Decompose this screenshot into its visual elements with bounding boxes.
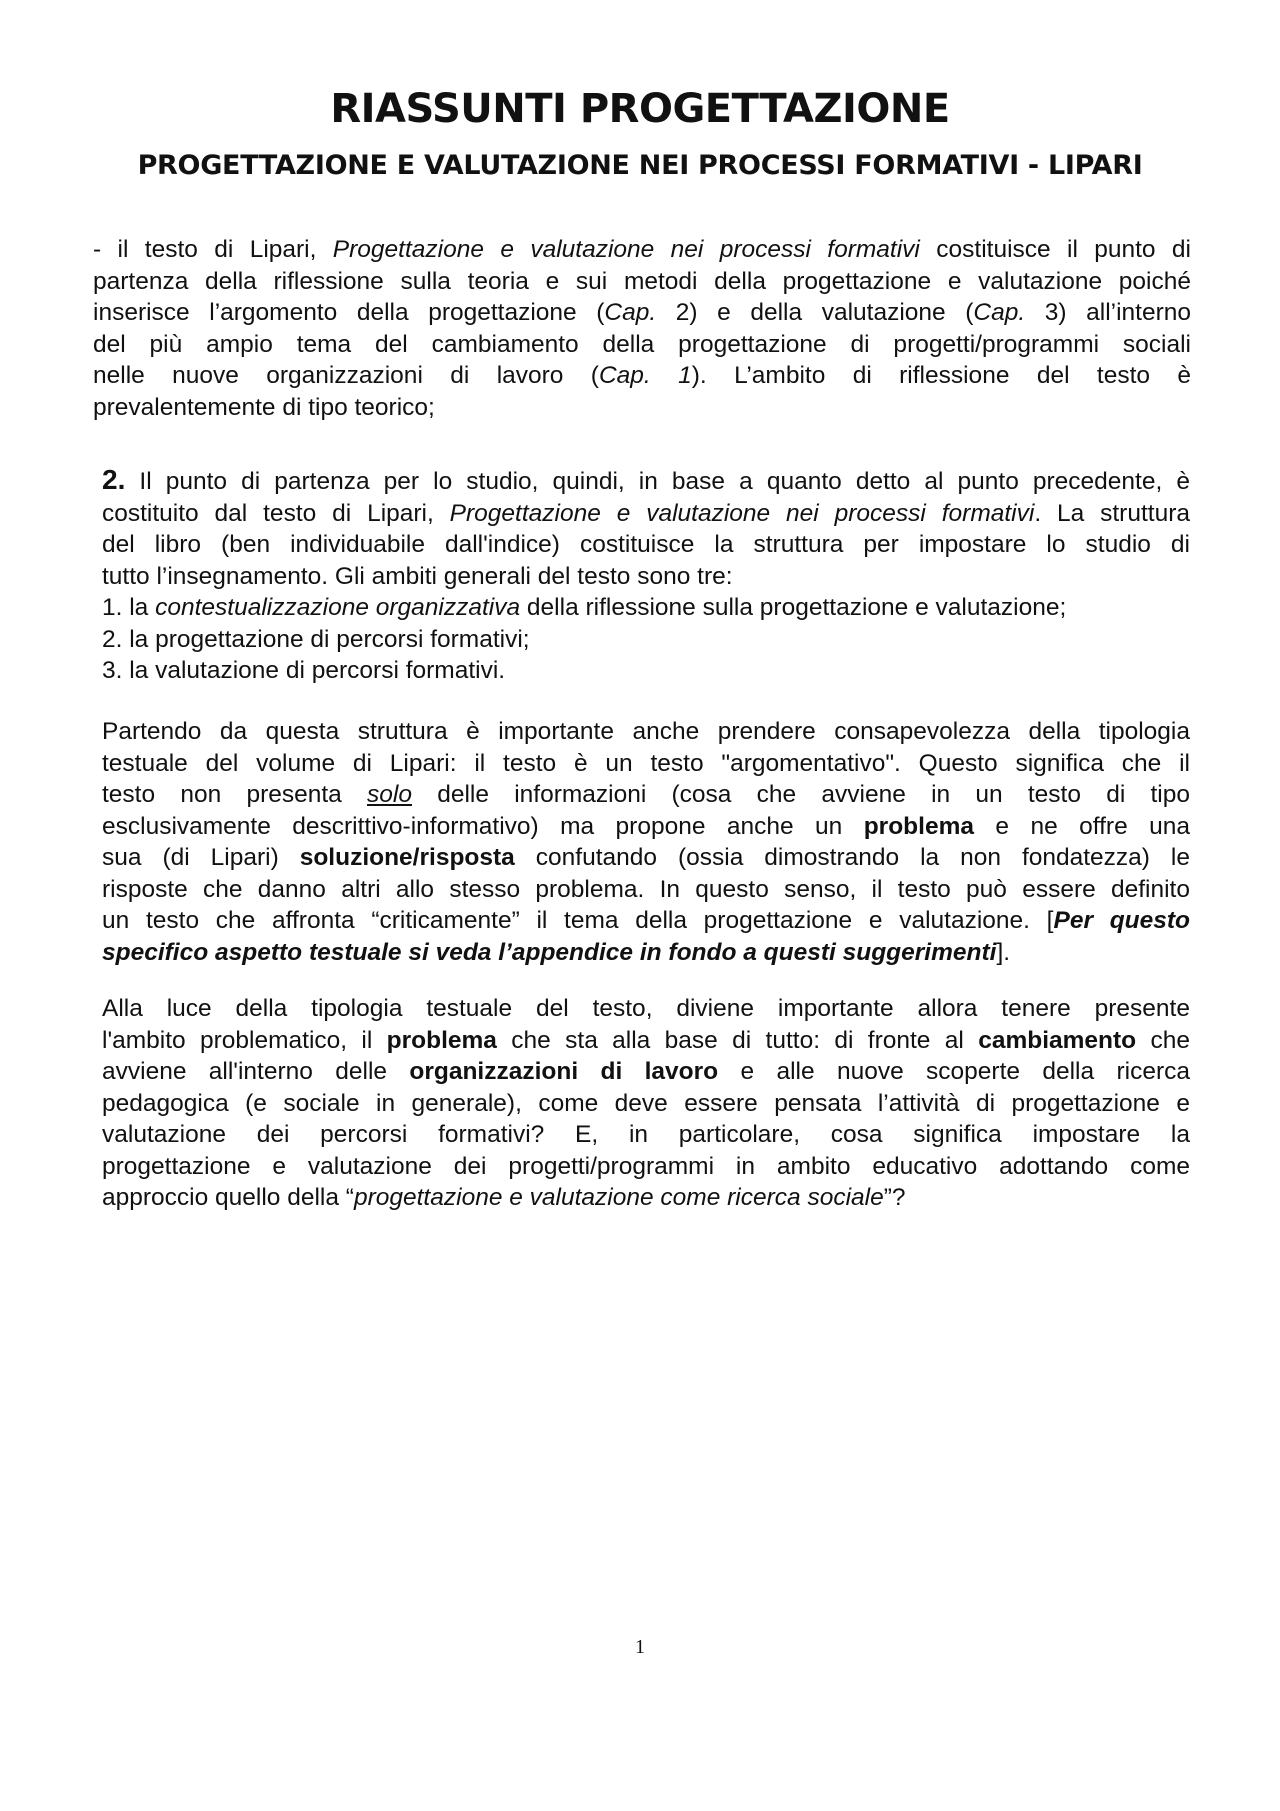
emphasis-text: contestualizzazione organizzativa bbox=[155, 594, 521, 621]
text-line: tutto l’insegnamento. Gli ambiti generali del testo sono tre: bbox=[102, 562, 733, 590]
text-line: progettazione e valutazione dei progetti/programmi in ambito educativo adottando come bbox=[102, 1152, 1190, 1180]
bold-term: soluzione/risposta bbox=[299, 844, 515, 871]
book-title: Progettazione e valutazione nei processi formativi bbox=[332, 236, 920, 263]
paragraph-problem bbox=[102, 993, 1190, 1214]
text-line: - il testo di Lipari, Progettazione e valutazione nei processi formativi costituisce il punto di bbox=[93, 236, 1191, 263]
book-title: Progettazione e valutazione nei processi formativi bbox=[449, 499, 1035, 527]
paragraph-text-type bbox=[102, 716, 1190, 968]
text-line: esclusivamente descrittivo-informativo) ma propone anche un problema e ne offre una bbox=[102, 812, 1190, 840]
appendix-note: Per questo bbox=[1053, 907, 1191, 934]
text-line: avviene all'interno delle organizzazioni di lavoro e alle nuove scoperte della ricerca bbox=[102, 1058, 1190, 1085]
text-line: del più ampio tema del cambiamento della progettazione di progetti/programmi sociali bbox=[93, 330, 1191, 358]
paragraph-point-2 bbox=[102, 464, 1190, 687]
text-line: sua (di Lipari) soluzione/risposta confutando (ossia dimostrando la non fondatezza) le bbox=[102, 844, 1190, 871]
list-item: 2. la progettazione di percorsi formativi; bbox=[102, 625, 530, 653]
bold-term: cambiamento bbox=[978, 1026, 1137, 1054]
text-line: costituito dal testo di Lipari, Progettazione e valutazione nei processi formativi. La struttura bbox=[102, 499, 1190, 527]
text-line: del libro (ben individuabile dall'indice) costituisce la struttura per impostare lo studio di bbox=[102, 531, 1190, 558]
text-line: pedagogica (e sociale in generale), come deve essere pensata l’attività di progettazione e bbox=[102, 1089, 1190, 1117]
text-line: Partendo da questa struttura è importante anche prendere consapevolezza della tipologia bbox=[102, 718, 1190, 745]
text-line: risposte che danno altri allo stesso problema. In questo senso, il testo può essere definito bbox=[102, 875, 1190, 903]
document-title: RIASSUNTI PROGETTAZIONE bbox=[330, 86, 950, 132]
text-line: testuale del volume di Lipari: il testo è un testo "argomentativo". Questo significa che il bbox=[102, 749, 1190, 777]
text-line: testo non presenta solo delle informazioni (cosa che avviene in un testo di tipo bbox=[102, 781, 1190, 808]
text-line: inserisce l’argomento della progettazione (Cap. 2) e della valutazione (Cap. 3) all’interno bbox=[93, 299, 1191, 326]
list-item: 3. la valutazione di percorsi formativi. bbox=[102, 657, 506, 684]
paragraph-intro bbox=[93, 234, 1191, 423]
document-subtitle: PROGETTAZIONE E VALUTAZIONE NEI PROCESSI FORMATIVI - LIPARI bbox=[137, 150, 1143, 181]
text-line: un testo che affronta “criticamente” il tema della progettazione e valutazione. [Per questo bbox=[102, 907, 1191, 934]
appendix-note: specifico aspetto testuale si veda l’appendice in fondo a questi suggerimenti bbox=[102, 938, 997, 966]
bold-term: organizzazioni di lavoro bbox=[409, 1058, 719, 1085]
list-item: 1. la contestualizzazione organizzativa della riflessione sulla progettazione e valutazione; bbox=[102, 594, 1067, 621]
text-line: Alla luce della tipologia testuale del testo, diviene importante allora tenere presente bbox=[102, 995, 1190, 1022]
emphasis-text: progettazione e valutazione come ricerca sociale bbox=[353, 1184, 884, 1211]
point-number: 2. bbox=[102, 464, 126, 495]
emphasis-text: solo bbox=[367, 781, 412, 808]
text-line: prevalentemente di tipo teorico; bbox=[93, 393, 435, 421]
text-line: partenza della riflessione sulla teoria e sui metodi della progettazione e valutazione poiché bbox=[93, 267, 1191, 295]
chapter-ref: Cap. 1 bbox=[598, 362, 692, 389]
bold-term: problema bbox=[386, 1026, 497, 1054]
chapter-ref: Cap. bbox=[973, 299, 1026, 326]
text-line: valutazione dei percorsi formativi? E, in particolare, cosa significa impostare la bbox=[102, 1121, 1190, 1148]
text-line: nelle nuove organizzazioni di lavoro (Cap. 1). L’ambito di riflessione del testo è bbox=[93, 362, 1191, 389]
text-line: approccio quello della “progettazione e valutazione come ricerca sociale”? bbox=[102, 1184, 906, 1211]
text-line: 2. Il punto di partenza per lo studio, quindi, in base a quanto detto al punto precedente, è bbox=[102, 464, 1190, 495]
text-line: l'ambito problematico, il problema che sta alla base di tutto: di fronte al cambiamento che bbox=[102, 1026, 1190, 1054]
page-number: 1 bbox=[635, 1636, 645, 1658]
bold-term: problema bbox=[863, 812, 974, 840]
text-line: specifico aspetto testuale si veda l’appendice in fondo a questi suggerimenti]. bbox=[102, 938, 1011, 966]
chapter-ref: Cap. bbox=[604, 299, 657, 326]
